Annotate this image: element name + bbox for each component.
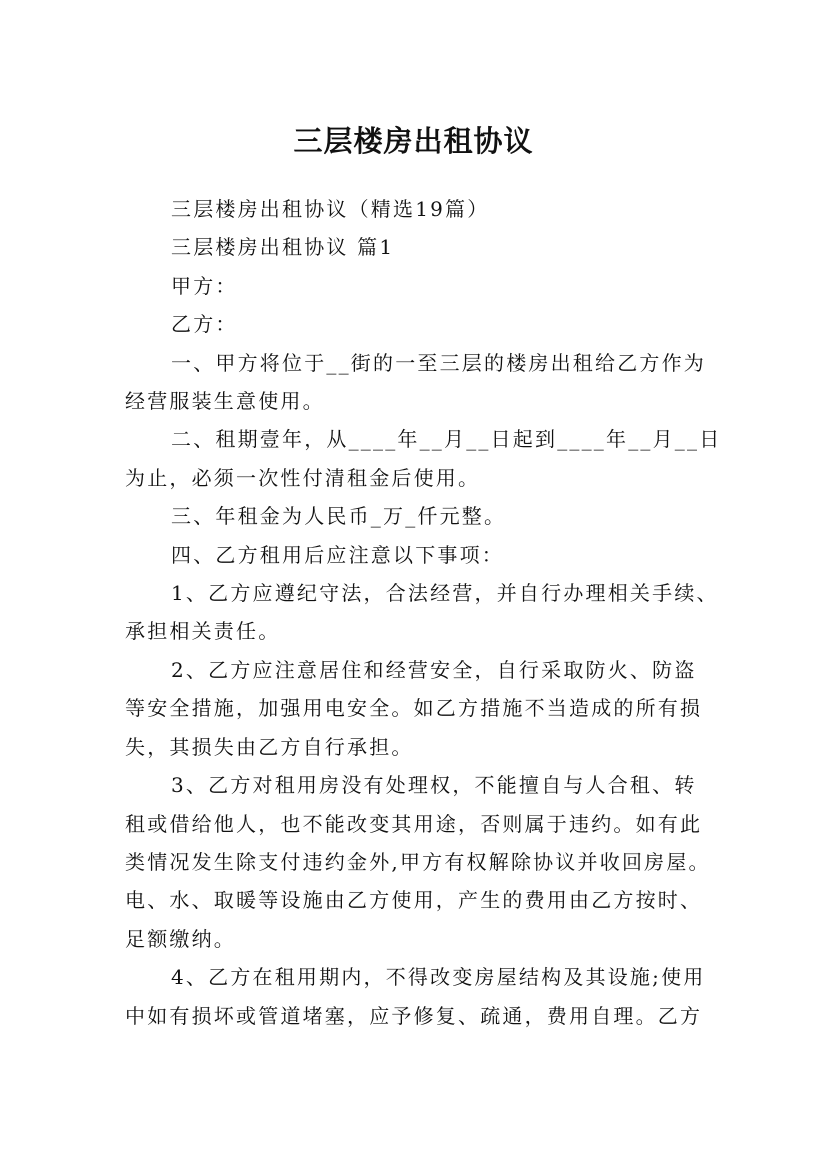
- body-line: 二、租期壹年，从____年__月__日起到____年__月__日: [171, 427, 722, 452]
- body-line: 租或借给他人，也不能改变其用途，否则属于违约。如有此: [125, 811, 703, 836]
- body-line: 电、水、取暖等设施由乙方使用，产生的费用由乙方按时、: [125, 888, 703, 913]
- body-line: 中如有损坏或管道堵塞，应予修复、疏通，费用自理。乙方: [125, 1003, 703, 1028]
- body-line: 3、乙方对租用房没有处理权，不能擅自与人合租、转: [171, 773, 697, 798]
- body-line: 1、乙方应遵纪守法，合法经营，并自行办理相关手续、: [171, 581, 719, 606]
- document-body: [125, 190, 725, 1035]
- body-line: 2、乙方应注意居住和经营安全，自行采取防火、防盗: [171, 657, 697, 682]
- body-line: 等安全措施，加强用电安全。如乙方措施不当造成的所有损: [125, 696, 703, 721]
- body-line: 4、乙方在租用期内，不得改变房屋结构及其设施;使用: [171, 965, 706, 990]
- body-line: 三、年租金为人民币_万_仟元整。: [171, 504, 507, 529]
- body-line: 三层楼房出租协议 篇1: [171, 235, 395, 260]
- body-line: 失，其损失由乙方自行承担。: [125, 734, 414, 759]
- body-line: 承担相关责任。: [125, 619, 281, 644]
- body-line: 足额缴纳。: [125, 926, 236, 951]
- document-title: 三层楼房出租协议: [293, 124, 534, 159]
- body-line: 乙方：: [171, 312, 238, 337]
- body-line: 三层楼房出租协议（精选19篇）: [171, 197, 490, 221]
- body-line: 经营服装生意使用。: [125, 389, 325, 414]
- body-line: 四、乙方租用后应注意以下事项：: [171, 542, 504, 567]
- body-line: 为止，必须一次性付清租金后使用。: [125, 465, 481, 490]
- body-line: 类情况发生除支付违约金外,甲方有权解除协议并收回房屋。: [125, 849, 711, 874]
- body-line: 一、甲方将位于__街的一至三层的楼房出租给乙方作为: [171, 350, 706, 375]
- body-line: 甲方：: [171, 273, 238, 298]
